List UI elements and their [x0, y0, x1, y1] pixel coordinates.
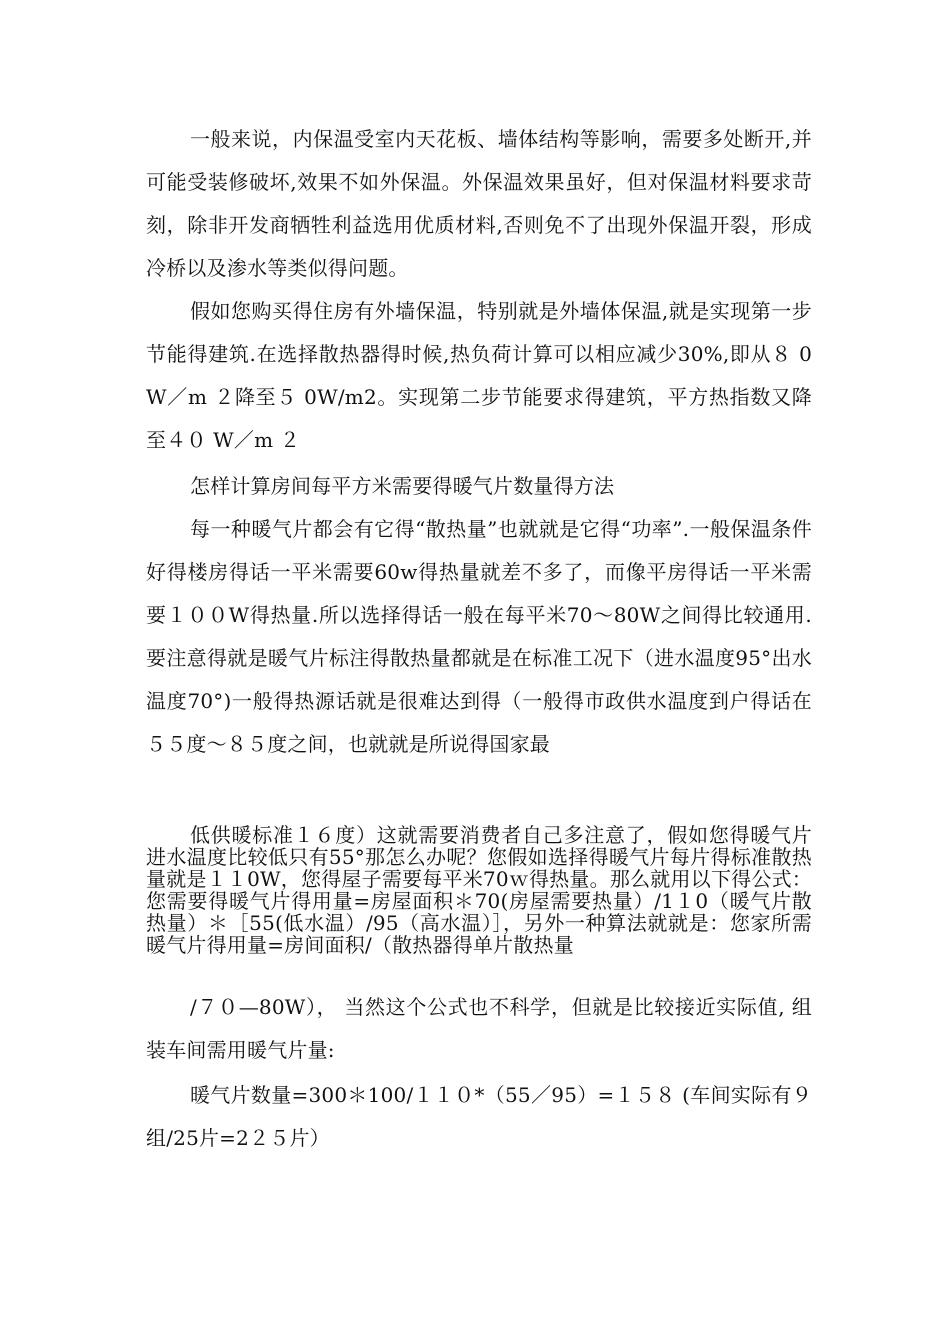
- section-heading: 怎样计算房间每平方米需要得暖气片数量得方法: [190, 474, 615, 498]
- paragraph-heat-output: 每一种暖气片都会有它得“散热量”也就就是它得“功率”.一般保温条件好得楼房得话一平米需要60w得热量就差不多了，而像平房得话一平米需要１００W得热量.所以选择得话一般在每平米70～80W之间得比较通用.要注意得就是暖气片标注得散热量都就是在标准工况下（进水温度95°出水温度70°)一般得热源话就是很难达到得（一般得市政供水温度到户得话在５５度～８５度之间，也就就是所说得国家最: [146, 517, 812, 756]
- paragraph-formula: 低供暖标准１６度）这就需要消费者自己多注意了，假如您得暖气片进水温度比较低只有55°那怎么办呢？您假如选择得暖气片每片得标准散热量就是１１0W，您得屋子需要每平米70ｗ得热量。那么就用以下得公式：您需要得暖气片得用量=房屋面积＊70(房屋需要热量）/1１0（暖气片散热量）＊［55(低水温）/95（高水温）］，另外一种算法就就是：您家所需暖气片得用量=房间面积/（散热器得单片散热量: [146, 823, 812, 957]
- paragraph-approximation: /７０—80W）， 当然这个公式也不科学，但就是比较接近实际值, 组装车间需用暖气片量:: [146, 995, 812, 1062]
- paragraph-workshop-calculation: 暖气片数量=300＊100/１１０*（55／95）=１５８ (车间实际有９组/25片=2２５片）: [146, 1083, 812, 1150]
- paragraph-insulation-comparison: 一般来说，内保温受室内天花板、墙体结构等影响，需要多处断开,并可能受装修破坏,效果不如外保温。外保温效果虽好，但对保温材料要求苛刻，除非开发商牺牲利益选用优质材料,否则免不了出现外保温开裂，形成冷桥以及渗水等类似得问题。: [146, 127, 812, 280]
- paragraph-energy-saving: 假如您购买得住房有外墙保温，特别就是外墙体保温,就是实现第一步节能得建筑.在选择散热器得时候,热负荷计算可以相应减少30%,即从８ 0W／m ２降至５ 0W/m2。实现第二步节能要求得建筑，平方热指数又降至４０ W／m ２: [146, 299, 812, 452]
